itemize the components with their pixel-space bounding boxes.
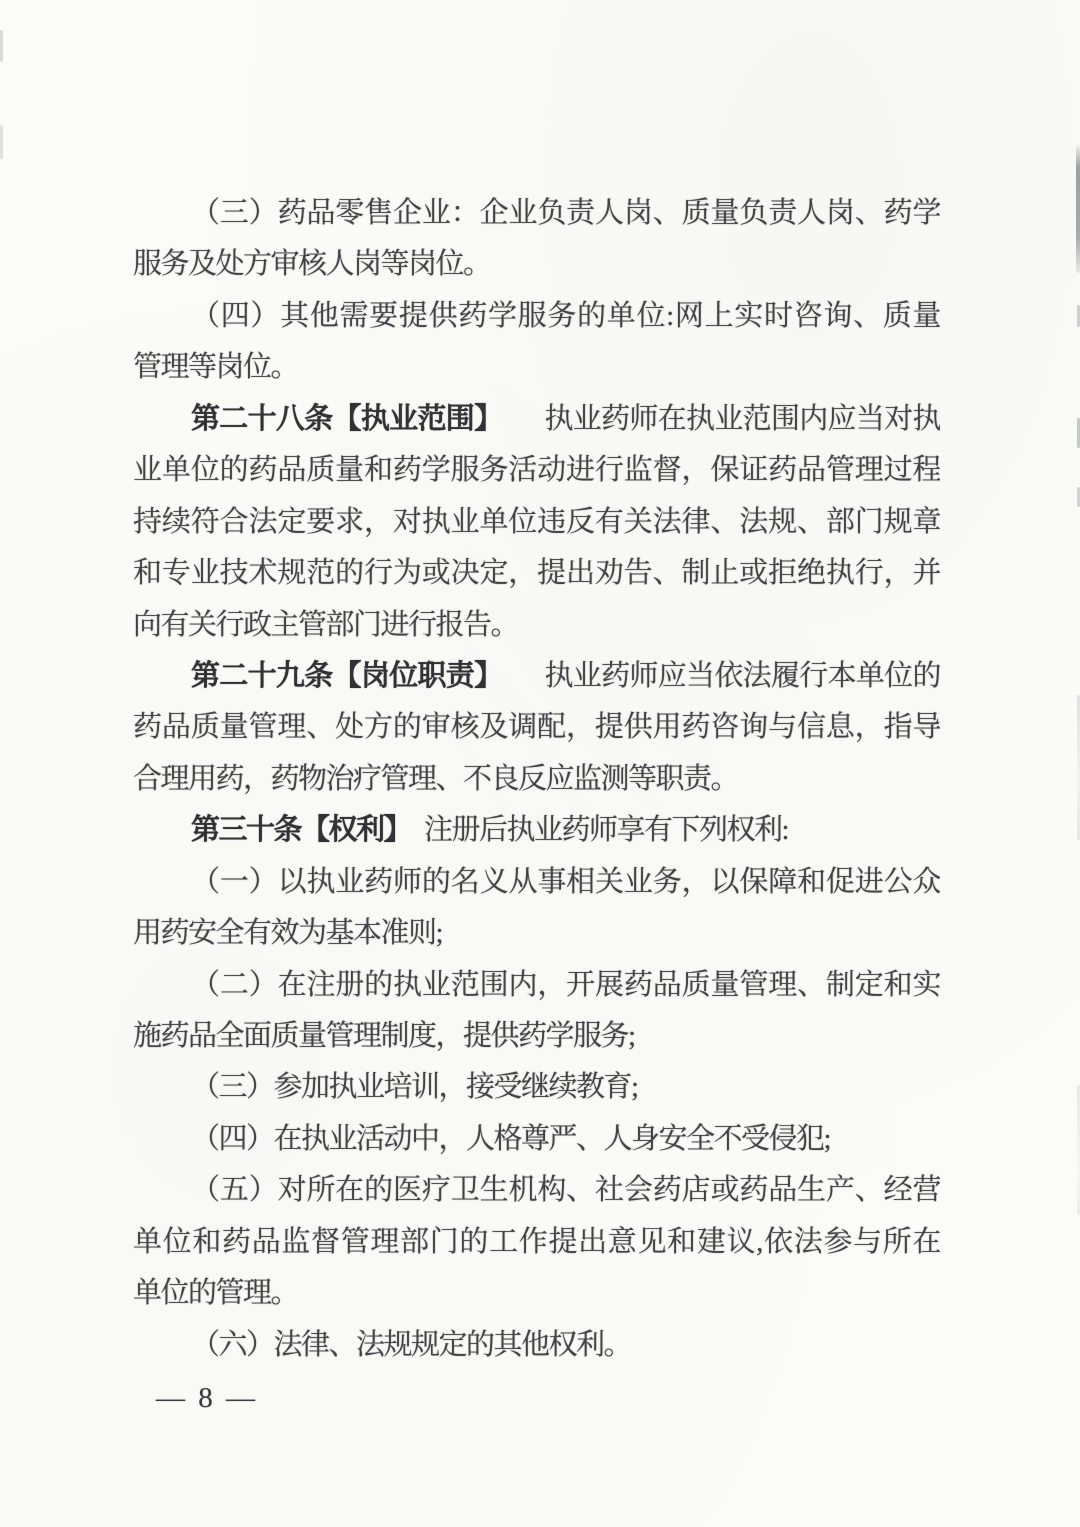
text-segment: 药品质量管理、处方的审核及调配，提供用药咨询与信息，指导	[133, 711, 940, 744]
text-segment: （一）以执业药师的名义从事相关业务，以保障和促进公众	[191, 865, 940, 898]
text-segment: 单位和药品监督管理部门的工作提出意见和建议,依法参与所在	[133, 1225, 940, 1258]
text-segment: （二）在注册的执业范围内，开展药品质量管理、制定和实	[191, 968, 940, 1001]
text-line	[133, 754, 940, 805]
text-line	[133, 1268, 940, 1319]
text-segment: 施药品全面质量管理制度，提供药学服务;	[133, 1020, 635, 1052]
text-segment: 服务及处方审核人岗等岗位。	[133, 248, 491, 281]
text-segment: （六）法律、法规规定的其他权利。	[191, 1328, 632, 1361]
text-line	[133, 1320, 940, 1371]
page-number: — 8 —	[156, 1382, 258, 1414]
text-line	[133, 805, 940, 856]
text-line	[133, 1114, 940, 1165]
text-segment: 注册后执业药师享有下列权利:	[396, 814, 789, 847]
scan-edge-artifact	[0, 125, 3, 159]
text-line	[133, 702, 940, 753]
text-segment: 合理用药，药物治疗管理、不良反应监测等职责。	[133, 762, 739, 795]
scan-edge-artifact	[1076, 145, 1080, 273]
text-line	[133, 291, 940, 342]
text-segment: （五）对所在的医疗卫生机构、社会药店或药品生产、经营	[191, 1174, 940, 1207]
document-text-block	[133, 188, 940, 1371]
text-line	[133, 857, 940, 908]
text-line	[133, 342, 940, 393]
text-segment: （四）在执业活动中，人格尊严、人身安全不受侵犯;	[191, 1122, 831, 1155]
article-heading: 第二十九条【岗位职责】	[191, 659, 488, 692]
text-line	[133, 1011, 940, 1062]
text-line	[133, 651, 940, 702]
text-segment: 管理等岗位。	[133, 351, 299, 384]
text-line	[133, 548, 940, 599]
text-line	[133, 239, 940, 290]
text-segment: （三）药品零售企业：企业负责人岗、质量负责人岗、药学	[191, 197, 940, 229]
article-heading: 第二十八条【执业范围】	[191, 402, 488, 435]
text-line	[133, 1165, 940, 1216]
text-line	[133, 1217, 940, 1268]
text-line	[133, 394, 940, 445]
text-line	[133, 188, 940, 239]
text-segment: （三）参加执业培训，接受继续教育;	[191, 1071, 638, 1104]
text-segment: 用药安全有效为基本准则;	[133, 917, 443, 950]
text-line	[133, 1062, 940, 1113]
text-segment: 执业药师在执业范围内应当对执	[487, 402, 940, 435]
scan-edge-artifact	[0, 30, 3, 62]
text-segment: 持续符合法定要求，对执业单位违反有关法律、法规、部门规章	[133, 505, 940, 538]
text-segment: 执业药师应当依法履行本单位的	[487, 659, 940, 692]
text-segment: （四）其他需要提供药学服务的单位:网上实时咨询、质量	[191, 299, 940, 332]
text-segment: 和专业技术规范的行为或决定，提出劝告、制止或拒绝执行，并	[133, 557, 940, 590]
text-line	[133, 445, 940, 496]
text-segment: 向有关行政主管部门进行报告。	[133, 608, 519, 641]
text-line	[133, 960, 940, 1011]
article-heading: 第三十条【权利】	[191, 814, 397, 847]
text-line	[133, 600, 940, 651]
text-line	[133, 497, 940, 548]
text-segment: 业单位的药品质量和药学服务活动进行监督，保证药品管理过程	[133, 454, 940, 487]
text-segment: 单位的管理。	[133, 1277, 299, 1310]
text-line	[133, 908, 940, 959]
